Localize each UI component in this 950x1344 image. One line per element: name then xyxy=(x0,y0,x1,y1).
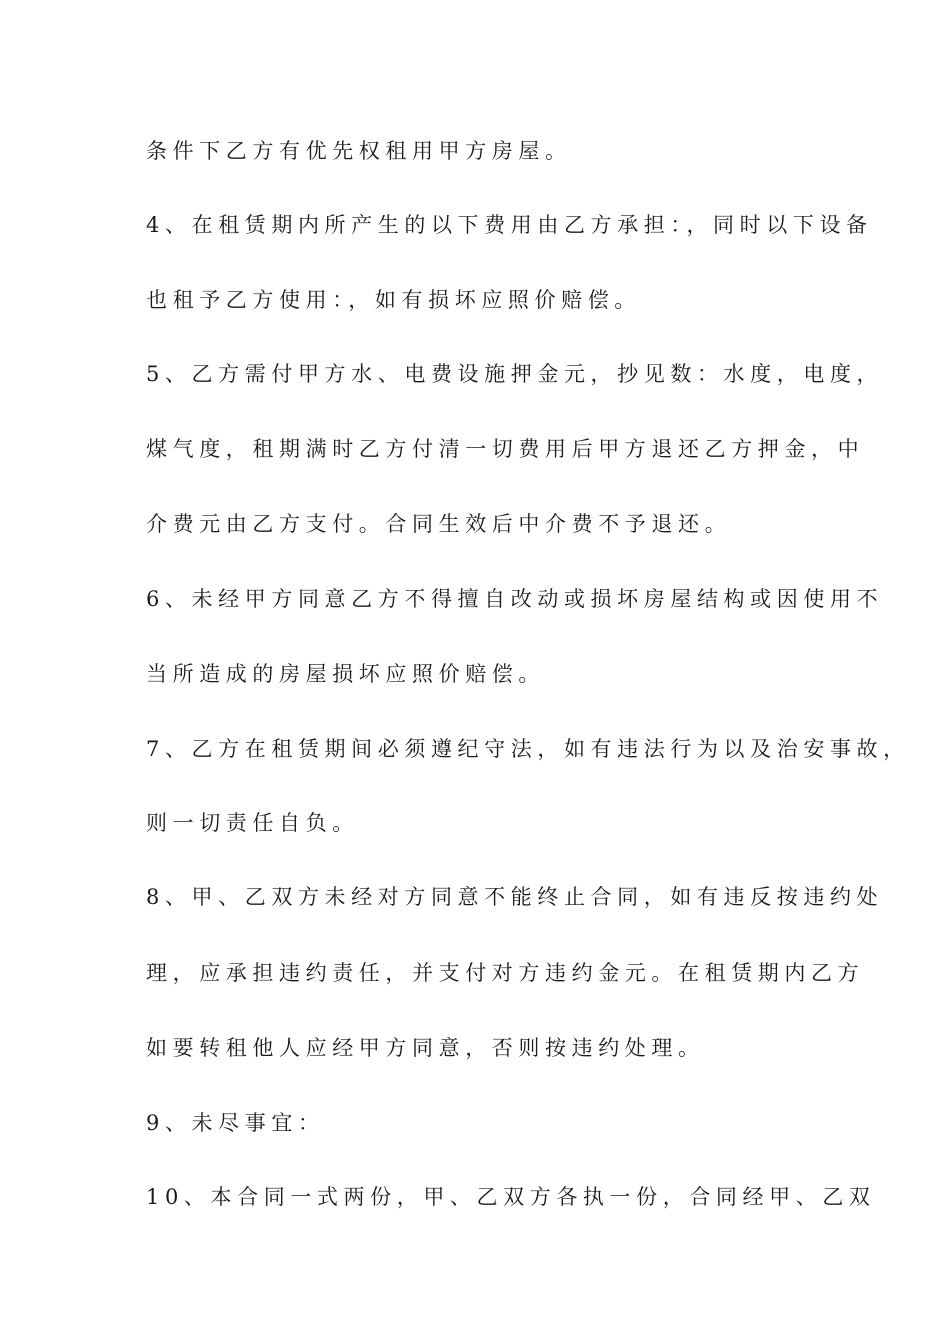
text-line: 6、未经甲方同意乙方不得擅自改动或损坏房屋结构或因使用不 xyxy=(146,587,884,611)
text-line: 4、在租赁期内所产生的以下费用由乙方承担：，同时以下设备 xyxy=(146,213,873,237)
text-line: 当所造成的房屋损坏应照价赔偿。 xyxy=(146,662,545,686)
text-line: 如要转租他人应经甲方同意，否则按违约处理。 xyxy=(146,1036,705,1060)
text-line: 9、未尽事宜： xyxy=(146,1111,325,1135)
text-line: 则一切责任自负。 xyxy=(146,811,359,835)
text-line: 10、本合同一式两份，甲、乙双方各执一份，合同经甲、乙双 xyxy=(146,1185,876,1209)
text-line: 5、乙方需付甲方水、电费设施押金元，抄见数：水度，电度， xyxy=(146,362,884,386)
text-line: 条件下乙方有优先权租用甲方房屋。 xyxy=(146,139,572,163)
text-line: 也租予乙方使用：，如有损坏应照价赔偿。 xyxy=(146,288,641,312)
text-line: 8、甲、乙双方未经对方同意不能终止合同，如有违反按违约处 xyxy=(146,885,884,909)
text-line: 7、乙方在租赁期间必须遵纪守法，如有违法行为以及治安事故， xyxy=(146,737,910,761)
text-line: 介费元由乙方支付。合同生效后中介费不予退还。 xyxy=(146,512,732,536)
text-line: 煤气度，租期满时乙方付清一切费用后甲方退还乙方押金，中 xyxy=(146,437,865,461)
text-line: 理，应承担违约责任，并支付对方违约金元。在租赁期内乙方 xyxy=(146,961,865,985)
